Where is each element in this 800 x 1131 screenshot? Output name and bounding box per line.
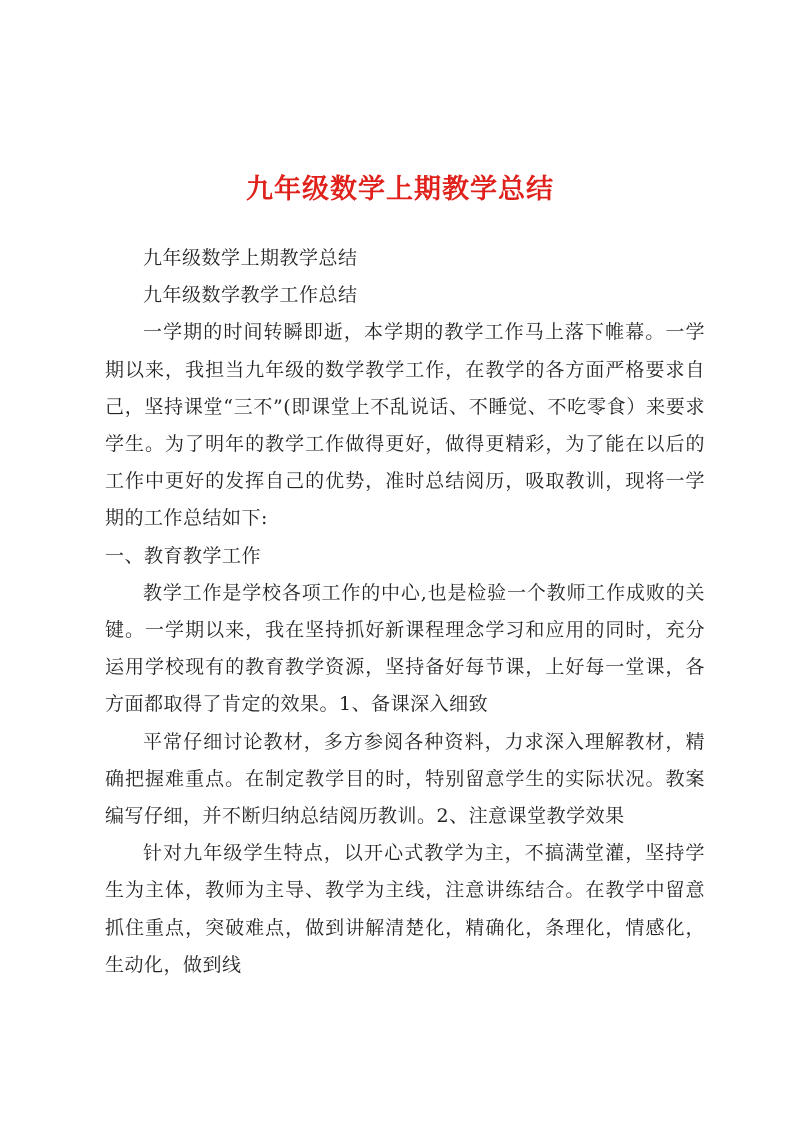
paragraph-subtitle-2: 九年级数学教学工作总结 <box>143 284 358 307</box>
document-title: 九年级数学上期教学总结 <box>246 174 554 205</box>
paragraph-teaching-work: 教学工作是学校各项工作的中心,也是检验一个教师工作成败的关键。一学期以来，我在坚持抓好新课程理念学习和应用的同时，充分运用学校现有的教育教学资源，坚持备好每节课，上好每一堂课，各方面都取得了肯定的效果。1、备课深入细致 <box>105 581 705 716</box>
paragraph-intro: 一学期的时间转瞬即逝，本学期的教学工作马上落下帷幕。一学期以来，我担当九年级的数学教学工作，在教学的各方面严格要求自己，坚持课堂“三不”(即课堂上不乱说话、不睡觉、不吃零食）来要求学生。为了明年的教学工作做得更好，做得更精彩，为了能在以后的工作中更好的发挥自己的优势，准时总结阅历，吸取教训，现将一学期的工作总结如下: <box>105 321 705 530</box>
paragraph-classroom: 针对九年级学生特点，以开心式教学为主，不搞满堂灌，坚持学生为主体，教师为主导、教学为主线，注意讲练结合。在教学中留意抓住重点，突破难点，做到讲解清楚化，精确化，条理化，情感化，生动化，做到线 <box>105 842 705 976</box>
document-body <box>105 240 705 984</box>
paragraph-lesson-prep: 平常仔细讨论教材，多方参阅各种资料，力求深入理解教材，精确把握难重点。在制定教学目的时，特别留意学生的实际状况。教案编写仔细，并不断归纳总结阅历教训。2、注意课堂教学效果 <box>105 730 705 828</box>
section-heading: 一、教育教学工作 <box>105 544 262 567</box>
paragraph-subtitle: 九年级数学上期教学总结 <box>143 247 358 269</box>
